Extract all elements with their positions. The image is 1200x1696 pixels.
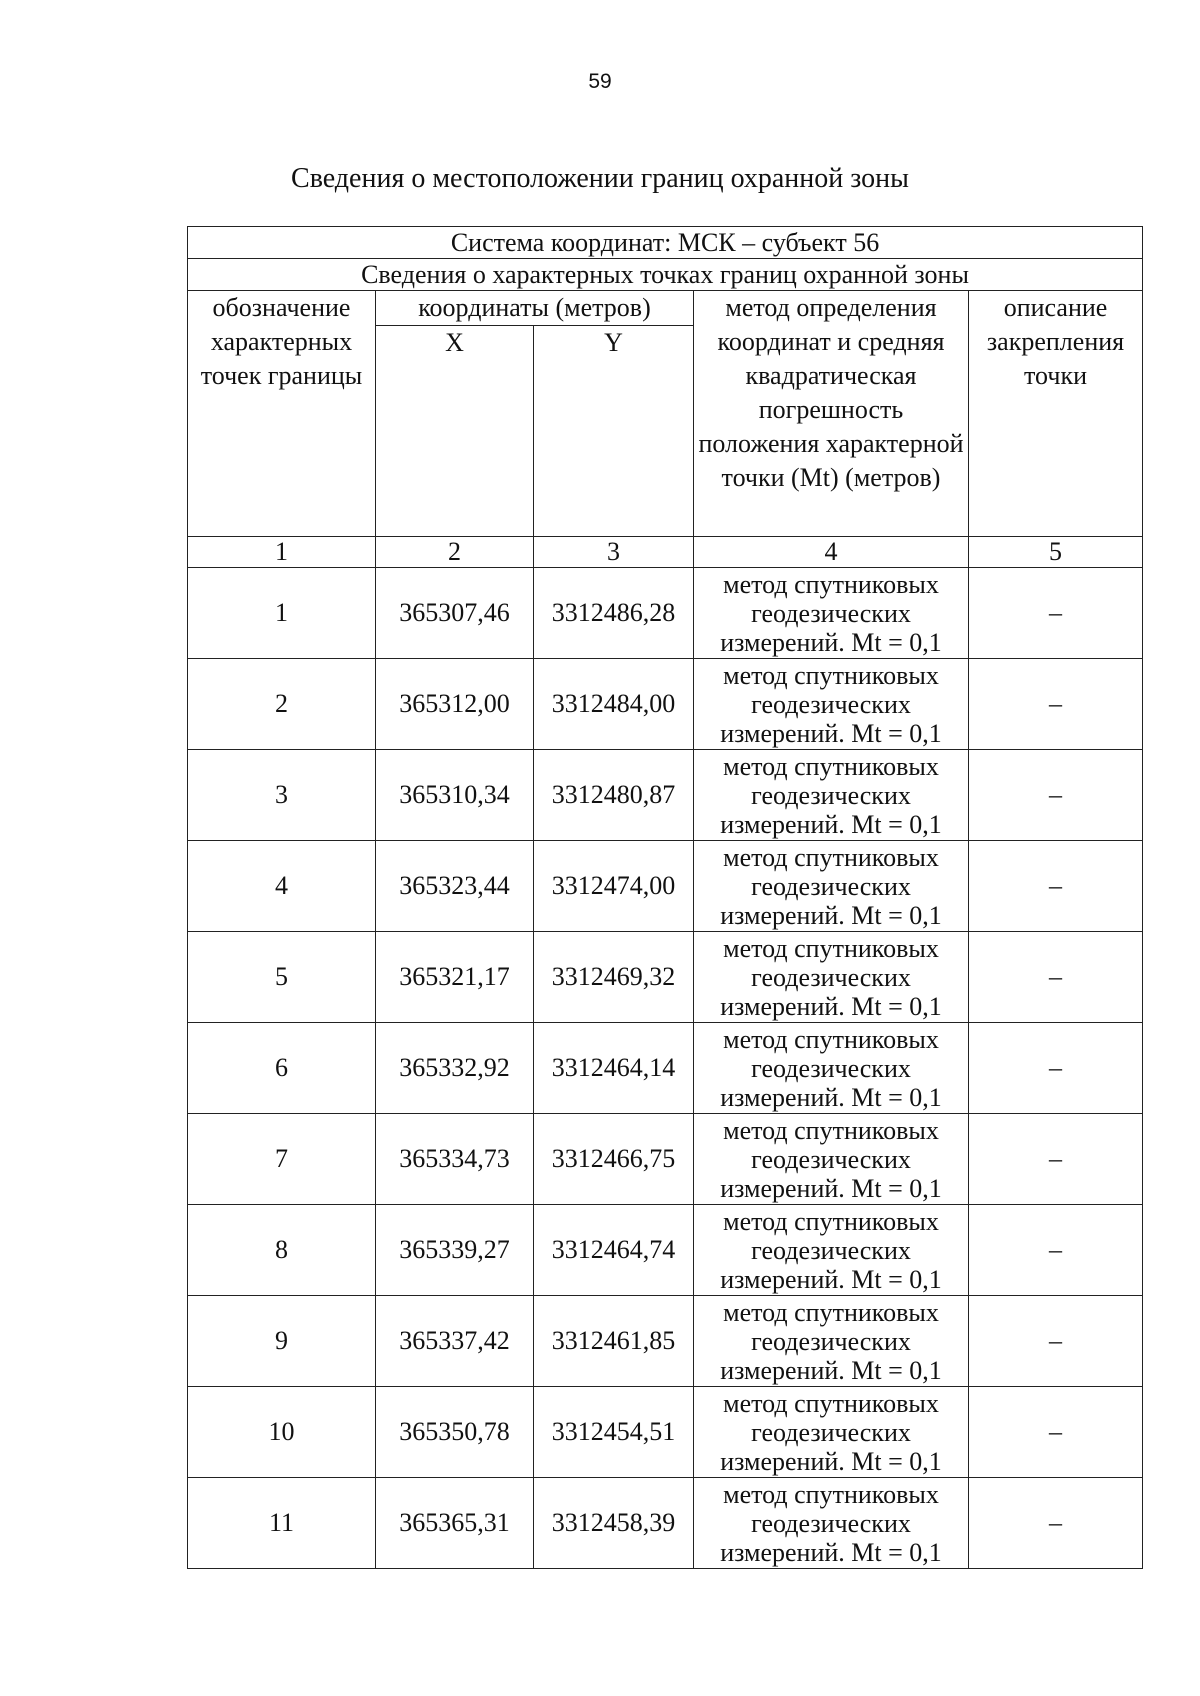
method-line: метод спутниковых [723, 1206, 939, 1236]
coordinate-x: 365321,17 [376, 932, 534, 1023]
point-number: 9 [188, 1296, 376, 1387]
column-number-row [188, 537, 1143, 568]
method-line: геодезических [751, 1053, 911, 1083]
method-line: геодезических [751, 1508, 911, 1538]
method-line: метод спутниковых [723, 1024, 939, 1054]
fixing-description: – [969, 1478, 1143, 1569]
coordinate-x: 365337,42 [376, 1296, 534, 1387]
table-row [188, 1023, 1143, 1114]
fixing-description: – [969, 568, 1143, 659]
method-line: измерений. Mt = 0,1 [720, 627, 942, 657]
method-cell [694, 1478, 969, 1569]
point-number: 6 [188, 1023, 376, 1114]
point-number: 7 [188, 1114, 376, 1205]
document-title: Сведения о местоположении границ охранной зоны [291, 163, 909, 194]
method-line: геодезических [751, 1144, 911, 1174]
point-number: 11 [188, 1478, 376, 1569]
method-cell [694, 1387, 969, 1478]
method-line: геодезических [751, 1235, 911, 1265]
table-row [188, 1478, 1143, 1569]
coordinate-x: 365310,34 [376, 750, 534, 841]
header-x: X [376, 326, 534, 537]
column-number: 1 [188, 537, 376, 568]
column-number: 2 [376, 537, 534, 568]
coordinate-y: 3312469,32 [534, 932, 694, 1023]
method-line: метод спутниковых [723, 1388, 939, 1418]
method-line: геодезических [751, 1326, 911, 1356]
method-line: геодезических [751, 598, 911, 628]
table-row [188, 1205, 1143, 1296]
method-line: метод спутниковых [723, 751, 939, 781]
coordinate-system-row: Система координат: МСК – субъект 56 [188, 227, 1143, 259]
coordinate-y: 3312486,28 [534, 568, 694, 659]
method-cell [694, 750, 969, 841]
fixing-description: – [969, 841, 1143, 932]
coordinate-x: 365339,27 [376, 1205, 534, 1296]
fixing-description: – [969, 1387, 1143, 1478]
method-cell [694, 841, 969, 932]
point-number: 2 [188, 659, 376, 750]
point-number: 3 [188, 750, 376, 841]
table-row [188, 1387, 1143, 1478]
coordinate-x: 365332,92 [376, 1023, 534, 1114]
method-line: измерений. Mt = 0,1 [720, 900, 942, 930]
coordinate-y: 3312454,51 [534, 1387, 694, 1478]
method-cell [694, 1114, 969, 1205]
table-row [188, 1296, 1143, 1387]
method-line: измерений. Mt = 0,1 [720, 718, 942, 748]
method-line: метод спутниковых [723, 1479, 939, 1509]
method-line: геодезических [751, 689, 911, 719]
method-line: метод спутниковых [723, 569, 939, 599]
table-row [188, 932, 1143, 1023]
method-cell [694, 659, 969, 750]
table-row [188, 568, 1143, 659]
coordinate-y: 3312480,87 [534, 750, 694, 841]
method-line: измерений. Mt = 0,1 [720, 1355, 942, 1385]
fixing-description: – [969, 932, 1143, 1023]
section-title-row: Сведения о характерных точках границ охранной зоны [188, 259, 1143, 291]
method-line: метод спутниковых [723, 1297, 939, 1327]
page-number: 59 [588, 70, 612, 93]
coordinate-y: 3312464,74 [534, 1205, 694, 1296]
method-line: измерений. Mt = 0,1 [720, 1537, 942, 1567]
point-number: 5 [188, 932, 376, 1023]
table-row [188, 1114, 1143, 1205]
column-number: 3 [534, 537, 694, 568]
table-row [188, 750, 1143, 841]
header-coordinates: координаты (метров) [376, 291, 694, 326]
method-line: измерений. Mt = 0,1 [720, 1264, 942, 1294]
fixing-description: – [969, 1296, 1143, 1387]
coordinate-x: 365334,73 [376, 1114, 534, 1205]
method-cell [694, 1296, 969, 1387]
method-line: метод спутниковых [723, 842, 939, 872]
boundary-points-table [187, 226, 1143, 1569]
coordinate-y: 3312464,14 [534, 1023, 694, 1114]
header-designation: обозначение характерных точек границы [188, 291, 376, 537]
method-line: метод спутниковых [723, 1115, 939, 1145]
method-line: измерений. Mt = 0,1 [720, 991, 942, 1021]
fixing-description: – [969, 659, 1143, 750]
coordinate-y: 3312484,00 [534, 659, 694, 750]
coordinate-x: 365350,78 [376, 1387, 534, 1478]
point-number: 4 [188, 841, 376, 932]
coordinate-x: 365307,46 [376, 568, 534, 659]
coordinate-y: 3312474,00 [534, 841, 694, 932]
fixing-description: – [969, 1205, 1143, 1296]
point-number: 10 [188, 1387, 376, 1478]
column-number: 5 [969, 537, 1143, 568]
method-cell [694, 1023, 969, 1114]
method-line: измерений. Mt = 0,1 [720, 809, 942, 839]
method-line: геодезических [751, 962, 911, 992]
method-line: метод спутниковых [723, 660, 939, 690]
fixing-description: – [969, 750, 1143, 841]
table-row [188, 841, 1143, 932]
column-number: 4 [694, 537, 969, 568]
method-cell [694, 1205, 969, 1296]
method-line: геодезических [751, 780, 911, 810]
fixing-description: – [969, 1114, 1143, 1205]
header-description: описание закрепления точки [969, 291, 1143, 537]
method-line: измерений. Mt = 0,1 [720, 1446, 942, 1476]
method-cell [694, 932, 969, 1023]
point-number: 8 [188, 1205, 376, 1296]
coordinate-y: 3312461,85 [534, 1296, 694, 1387]
header-method: метод определения координат и средняя квадратическая погрешность положения характерной точки (Mt) (метров) [694, 291, 969, 537]
coordinate-y: 3312466,75 [534, 1114, 694, 1205]
method-cell [694, 568, 969, 659]
method-line: измерений. Mt = 0,1 [720, 1082, 942, 1112]
method-line: измерений. Mt = 0,1 [720, 1173, 942, 1203]
header-y: Y [534, 326, 694, 537]
coordinate-x: 365365,31 [376, 1478, 534, 1569]
method-line: геодезических [751, 871, 911, 901]
coordinate-y: 3312458,39 [534, 1478, 694, 1569]
method-line: геодезических [751, 1417, 911, 1447]
method-line: метод спутниковых [723, 933, 939, 963]
point-number: 1 [188, 568, 376, 659]
coordinate-x: 365312,00 [376, 659, 534, 750]
fixing-description: – [969, 1023, 1143, 1114]
table-row [188, 659, 1143, 750]
coordinate-x: 365323,44 [376, 841, 534, 932]
